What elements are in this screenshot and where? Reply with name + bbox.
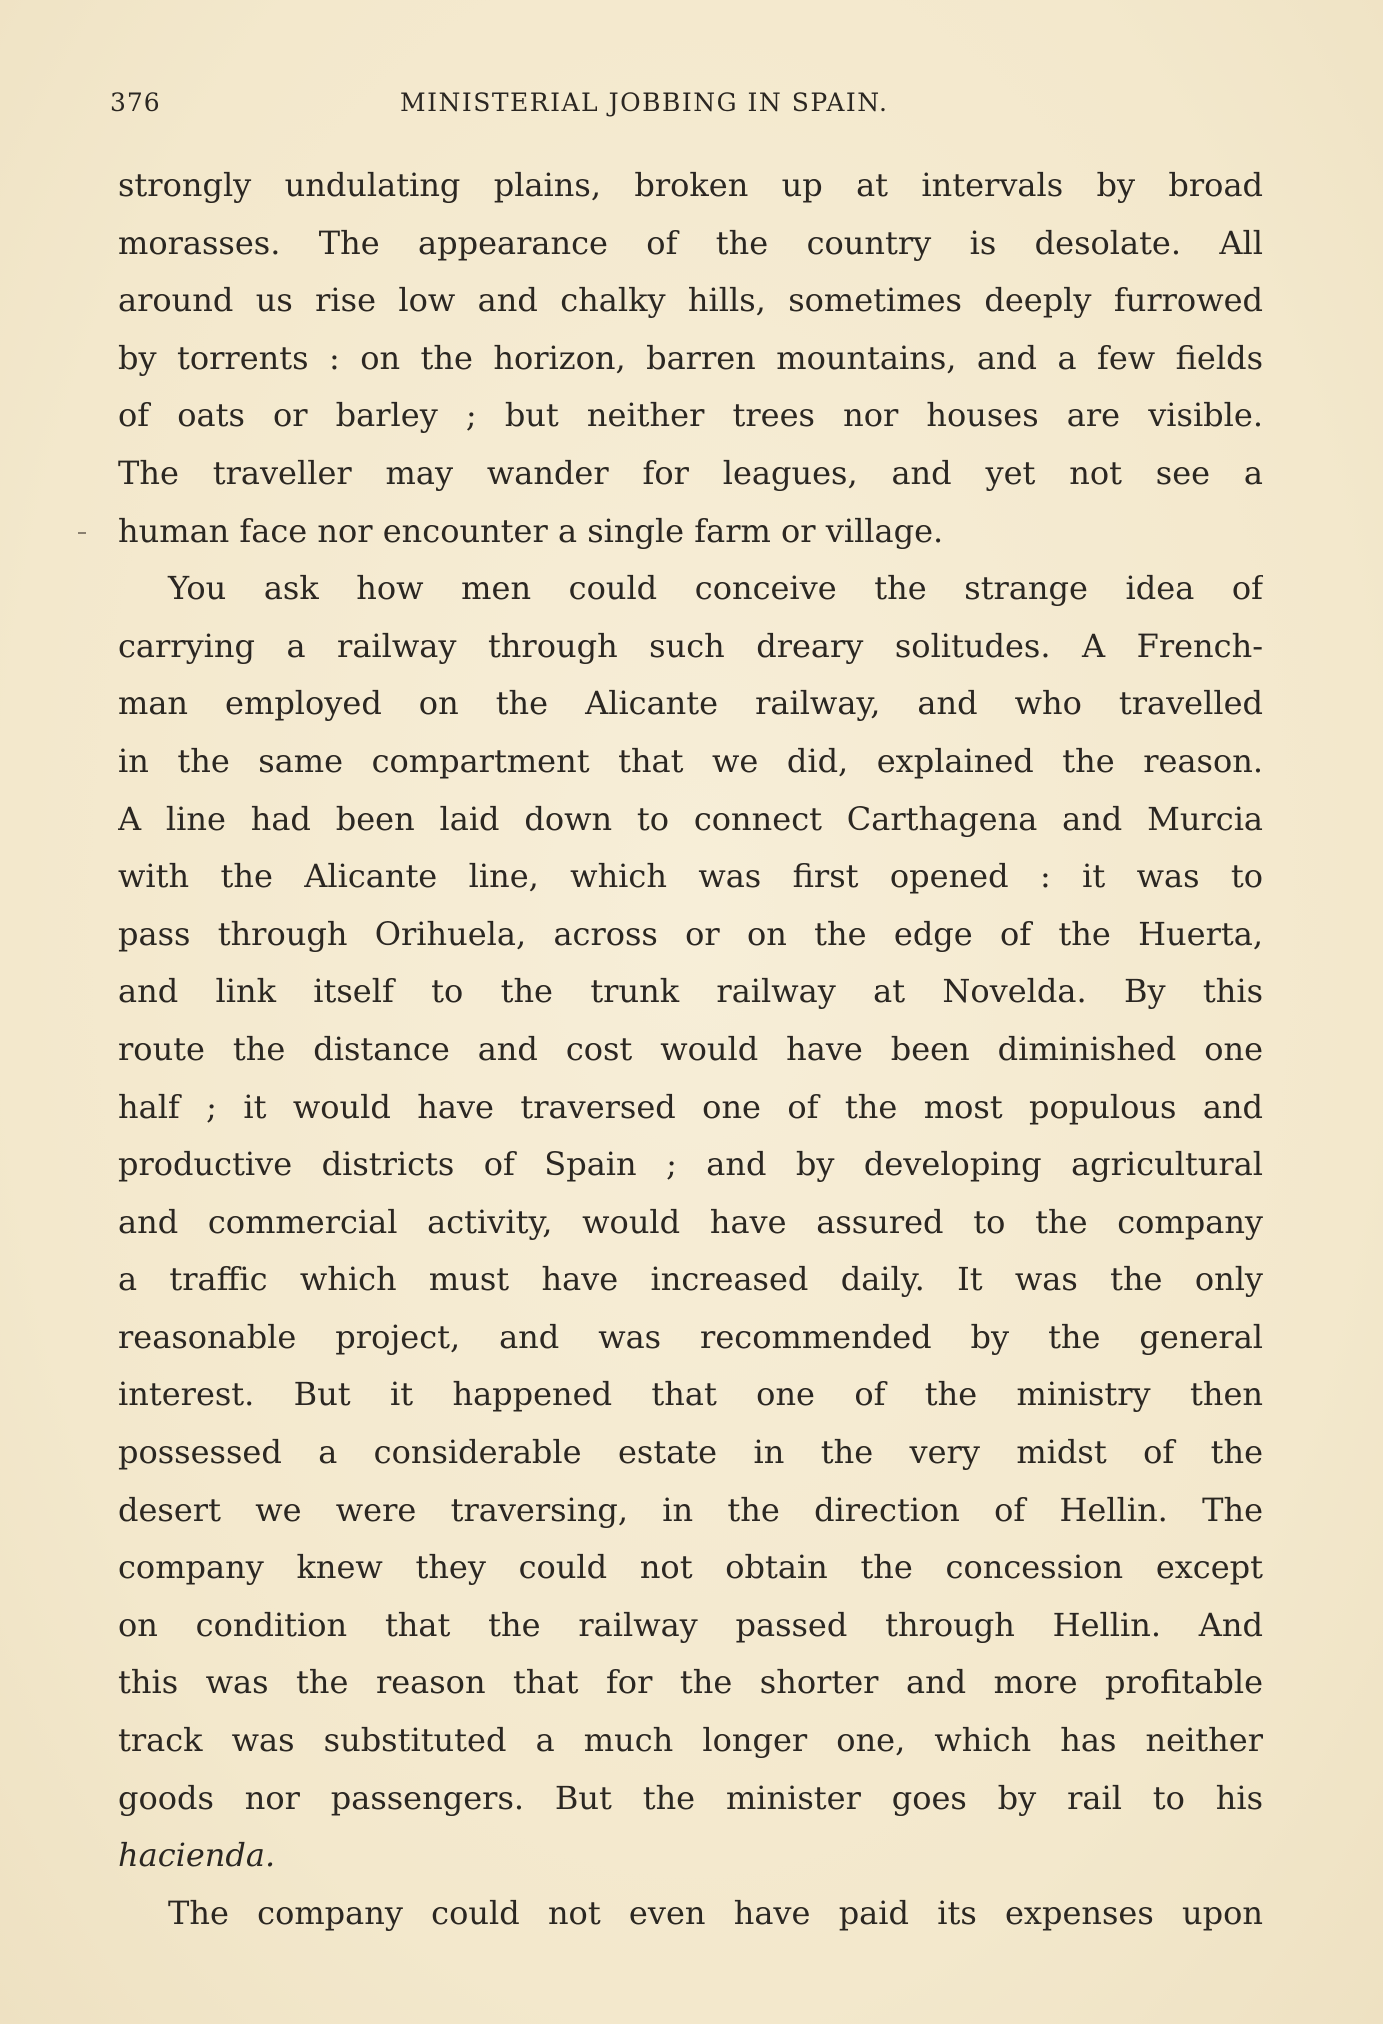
text-line: The traveller may wander for leagues, and yet not see a: [118, 453, 1263, 492]
text-line: A line had been laid down to connect Carthagena and Murcia: [118, 799, 1263, 838]
paragraph-3: [118, 1885, 1263, 1943]
text-line: desert we were traversing, in the direction of Hellin. The: [118, 1490, 1263, 1529]
body-text: [118, 157, 1263, 1942]
paragraph-2: [118, 560, 1263, 1885]
text-line: and link itself to the trunk railway at Novelda. By this: [118, 972, 1263, 1011]
paragraph-1: [118, 157, 1263, 560]
text-line: possessed a considerable estate in the very midst of the: [118, 1433, 1263, 1472]
text-line: morasses. The appearance of the country is desolate. All: [118, 223, 1263, 262]
running-title: MINISTERIAL JOBBING IN SPAIN.: [400, 88, 889, 117]
text-line: The company could not even have paid its expenses upon: [168, 1893, 1263, 1932]
text-line: carrying a railway through such dreary solitudes. A French-: [118, 626, 1263, 665]
text-line: track was substituted a much longer one, which has neither: [118, 1721, 1263, 1760]
text-line: reasonable project, and was recommended by the general: [118, 1317, 1263, 1356]
text-line: of oats or barley ; but neither trees nor houses are visible.: [118, 396, 1263, 435]
text-line: with the Alicante line, which was first opened : it was to: [118, 857, 1263, 896]
text-line: pass through Orihuela, across or on the edge of the Huerta,: [118, 914, 1263, 953]
text-line: in the same compartment that we did, explained the reason.: [118, 741, 1263, 780]
text-line: productive districts of Spain ; and by developing agricultural: [118, 1145, 1263, 1184]
text-line: and commercial activity, would have assured to the company: [118, 1202, 1263, 1241]
text-line: man employed on the Alicante railway, and who travelled: [118, 684, 1263, 723]
margin-mark: [78, 532, 86, 534]
page-header: [110, 88, 1260, 128]
text-line: a traffic which must have increased daily. It was the only: [118, 1260, 1263, 1299]
text-line: around us rise low and chalky hills, sometimes deeply furrowed: [118, 281, 1263, 320]
text-line: on condition that the railway passed through Hellin. And: [118, 1605, 1263, 1644]
text-line: this was the reason that for the shorter and more profitable: [118, 1663, 1263, 1702]
text-line-italic: hacienda.: [118, 1836, 276, 1875]
page-number: 376: [110, 88, 161, 117]
text-line: by torrents : on the horizon, barren mountains, and a few fields: [118, 338, 1263, 377]
text-line: interest. But it happened that one of the ministry then: [118, 1375, 1263, 1414]
text-line: human face nor encounter a single farm or village.: [118, 511, 944, 550]
text-line: You ask how men could conceive the strange idea of: [168, 569, 1263, 608]
text-line: goods nor passengers. But the minister goes by rail to his: [118, 1778, 1263, 1817]
text-line: strongly undulating plains, broken up at intervals by broad: [118, 166, 1263, 204]
text-line: half ; it would have traversed one of the most populous and: [118, 1087, 1263, 1126]
text-line: company knew they could not obtain the concession except: [118, 1548, 1263, 1587]
text-line: route the distance and cost would have been diminished one: [118, 1029, 1263, 1068]
